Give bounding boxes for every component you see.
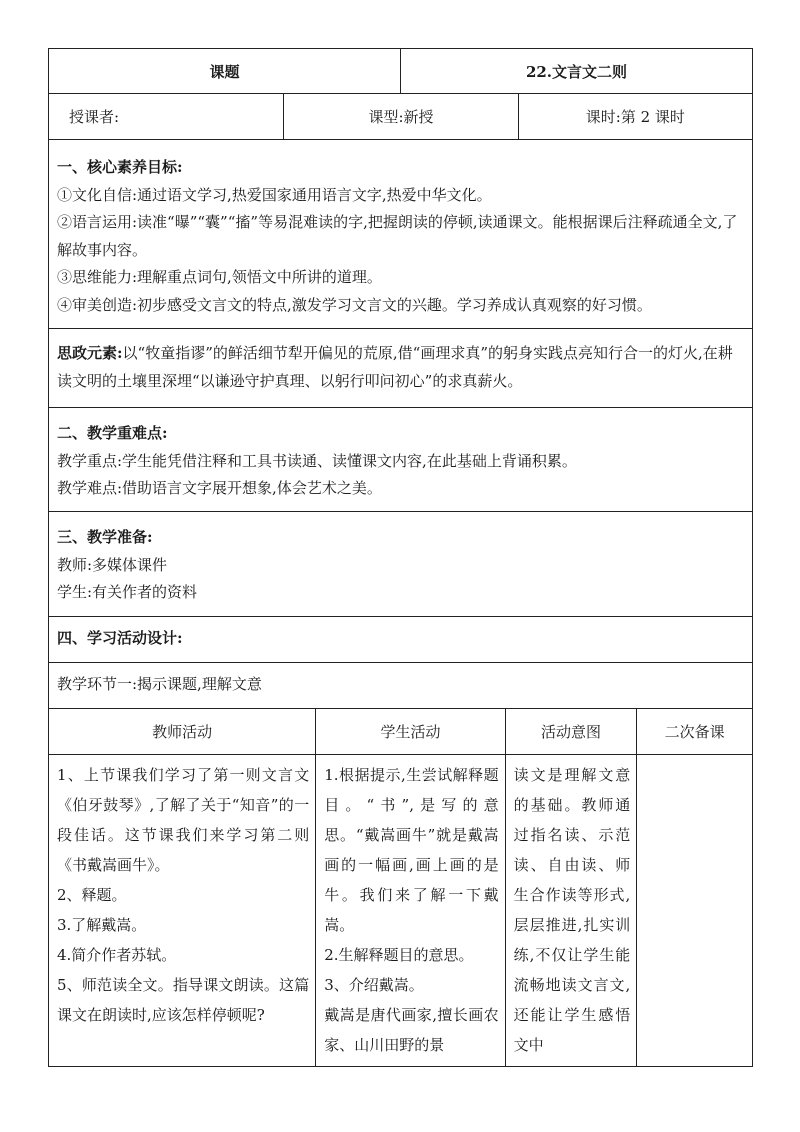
column-teacher-activity: 教师活动 bbox=[152, 723, 213, 741]
goals-section bbox=[48, 140, 753, 329]
student-activity-item: 3、介绍戴嵩。 bbox=[324, 976, 424, 994]
column-activity-intent: 活动意图 bbox=[505, 709, 637, 754]
student-activity-cell bbox=[315, 755, 504, 1066]
teacher-activity-item: 5、师范读全文。指导课文朗读。这篇课文在朗读时,应该怎样停顿呢? bbox=[57, 976, 310, 1024]
teacher-activity-item: 1、上节课我们学习了第一则文言文《伯牙鼓琴》,了解了关于“知音”的一段佳话。这节课我们来学习第二则《书戴嵩画牛》。 bbox=[57, 766, 310, 874]
preparation-student: 学生:有关作者的资料 bbox=[57, 583, 198, 601]
activity-intent-cell bbox=[505, 755, 637, 1066]
goal-item-4: ④审美创造:初步感受文言文的特点,激发学习文言文的兴趣。学习养成认真观察的好习惯。 bbox=[57, 295, 652, 314]
activity-table-header bbox=[48, 709, 753, 755]
goal-item-2: ②语言运用:读准“曝”“囊”“搐”等易混难读的字,把握朗读的停顿,读通课文。能根据课后注释疏通全文,了解故事内容。 bbox=[57, 213, 738, 259]
teacher-activity-item: 2、释题。 bbox=[57, 886, 127, 904]
activity-design-heading-row bbox=[48, 617, 753, 663]
info-row bbox=[48, 94, 753, 140]
ideology-label: 思政元素: bbox=[57, 344, 123, 362]
goals-heading: 一、核心素养目标: bbox=[57, 158, 183, 176]
lesson-period: 课时:第 2 课时 bbox=[518, 94, 752, 139]
teaching-step-1: 教学环节一:揭示课题,理解文意 bbox=[57, 675, 262, 693]
goal-item-1: ①文化自信:通过语文学习,热爱国家通用语言文字,热爱中华文化。 bbox=[57, 185, 492, 204]
student-activity-item: 2.生解释题目的意思。 bbox=[324, 946, 474, 964]
teaching-difficulty: 教学难点:借助语言文字展开想象,体会艺术之美。 bbox=[57, 479, 382, 497]
teacher-activity-item: 4.简介作者苏轼。 bbox=[57, 946, 177, 964]
activity-intent-text: 读文是理解文意的基础。教师通过指名读、示范读、自由读、师生合作读等形式,层层推进,扎实训练,不仅让学生能流畅地读文言文,还能让学生感悟文中 bbox=[513, 766, 631, 1054]
teacher-activity-cell bbox=[49, 755, 315, 1066]
goal-item-3: ③思维能力:理解重点词句,领悟文中所讲的道理。 bbox=[57, 268, 382, 286]
title-label: 课题 bbox=[209, 62, 240, 81]
ideology-section bbox=[48, 329, 753, 408]
teaching-focus: 教学重点:学生能凭借注释和工具书读通、读懂课文内容,在此基础上背诵积累。 bbox=[57, 451, 577, 470]
key-points-heading: 二、教学重难点: bbox=[57, 424, 168, 442]
second-preparation-cell bbox=[636, 755, 752, 1066]
preparation-section bbox=[48, 512, 753, 617]
student-activity-item: 戴嵩是唐代画家,擅长画农家、山川田野的景 bbox=[324, 1006, 499, 1054]
lesson-type: 课型:新授 bbox=[283, 94, 517, 139]
key-points-section bbox=[48, 408, 753, 512]
column-second-preparation: 二次备课 bbox=[636, 709, 752, 754]
column-student-activity: 学生活动 bbox=[315, 709, 504, 754]
title-row bbox=[48, 48, 753, 94]
ideology-text: 以“牧童指谬”的鲜活细节犁开偏见的荒原,借“画理求真”的躬身实践点亮知行合一的灯火,在耕读文明的土壤里深埋“以谦逊守护真理、以躬行叩问初心”的求真薪火。 bbox=[57, 344, 733, 390]
preparation-heading: 三、教学准备: bbox=[57, 528, 153, 546]
teacher-label: 授课者: bbox=[69, 108, 120, 126]
teaching-step-row bbox=[48, 663, 753, 709]
title-value: 22.文言文二则 bbox=[400, 49, 752, 93]
lesson-plan-document bbox=[48, 48, 753, 1067]
activity-design-heading: 四、学习活动设计: bbox=[57, 629, 183, 647]
student-activity-item: 1.根据提示,生尝试解释题目。“书”,是写的意思。“戴嵩画牛”就是戴嵩画的一幅画,画上画的是牛。我们来了解一下戴嵩。 bbox=[324, 766, 499, 934]
teacher-activity-item: 3.了解戴嵩。 bbox=[57, 916, 147, 934]
preparation-teacher: 教师:多媒体课件 bbox=[57, 555, 168, 574]
activity-table-body bbox=[48, 755, 753, 1067]
